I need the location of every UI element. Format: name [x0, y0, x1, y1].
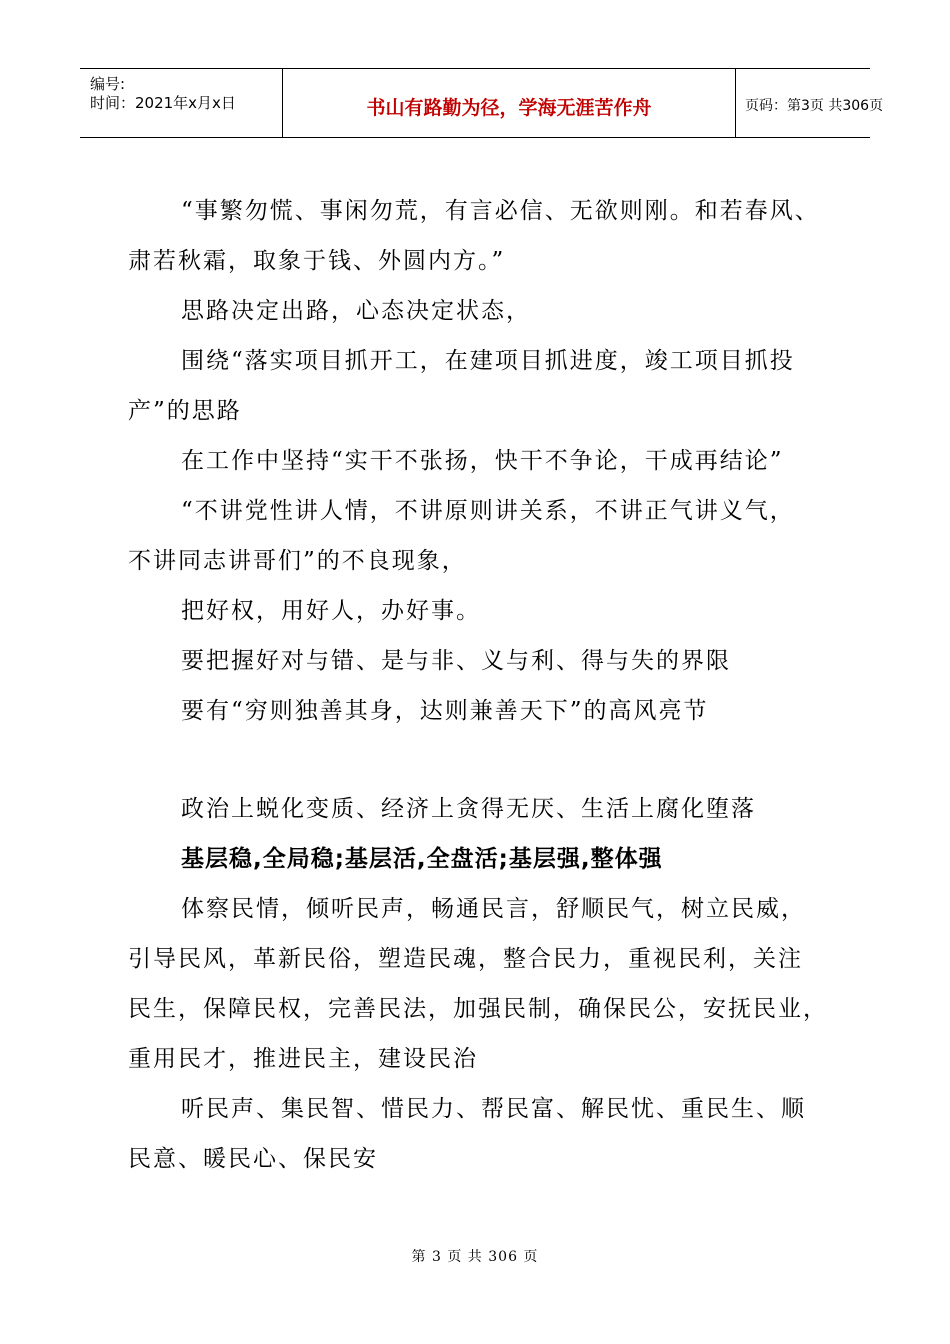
header-page-cell [735, 69, 884, 137]
text-line: 把好权，用好人，办好事。 [181, 598, 481, 624]
text-line: 产”的思路 [128, 398, 242, 424]
document-number-label: 编号: [90, 75, 126, 93]
text-line: 政治上蜕化变质、经济上贪得无厌、生活上腐化堕落 [181, 796, 756, 822]
header-meta-cell [80, 69, 282, 137]
text-line: 引导民风，革新民俗，塑造民魂，整合民力，重视民利，关注 [128, 946, 803, 972]
document-time-label: 时间：2021年x月x日 [90, 94, 236, 112]
header-motto: 书山有路勤为径，学海无涯苦作舟 [366, 97, 652, 119]
page-header [80, 68, 884, 138]
text-line: “事繁勿慌、事闲勿荒，有言必信、无欲则刚。和若春风、 [181, 198, 820, 224]
text-line: 民生，保障民权，完善民法，加强民制，确保民公，安抚民业， [128, 996, 828, 1022]
text-line: 在工作中坚持“实干不张扬，快干不争论，干成再结论” [181, 448, 784, 474]
text-line: 要把握好对与错、是与非、义与利、得与失的界限 [181, 648, 731, 674]
text-line: 民意、暖民心、保民安 [128, 1146, 378, 1172]
header-motto-cell [282, 69, 736, 137]
text-line: 思路决定出路，心态决定状态， [181, 298, 531, 324]
text-line: 重用民才，推进民主，建设民治 [128, 1046, 478, 1072]
bold-text-line: 基层稳,全局稳;基层活,全盘活;基层强,整体强 [181, 846, 663, 872]
text-line: 不讲同志讲哥们”的不良现象， [128, 548, 467, 574]
text-line: 肃若秋霜，取象于钱、外圆内方。” [128, 248, 506, 274]
page-footer: 第 3 页 共 306 页 [411, 1249, 539, 1265]
text-line: 体察民情，倾听民声，畅通民言，舒顺民气，树立民威， [181, 896, 806, 922]
text-line: 围绕“落实项目抓开工，在建项目抓进度，竣工项目抓投 [181, 348, 795, 374]
text-line: “不讲党性讲人情，不讲原则讲关系，不讲正气讲义气， [181, 498, 795, 524]
text-line: 要有“穷则独善其身，达则兼善天下”的高风亮节 [181, 698, 709, 724]
text-line: 听民声、集民智、惜民力、帮民富、解民忧、重民生、顺 [181, 1096, 806, 1122]
header-page-info: 页码：第3页 共306页 [745, 98, 884, 114]
